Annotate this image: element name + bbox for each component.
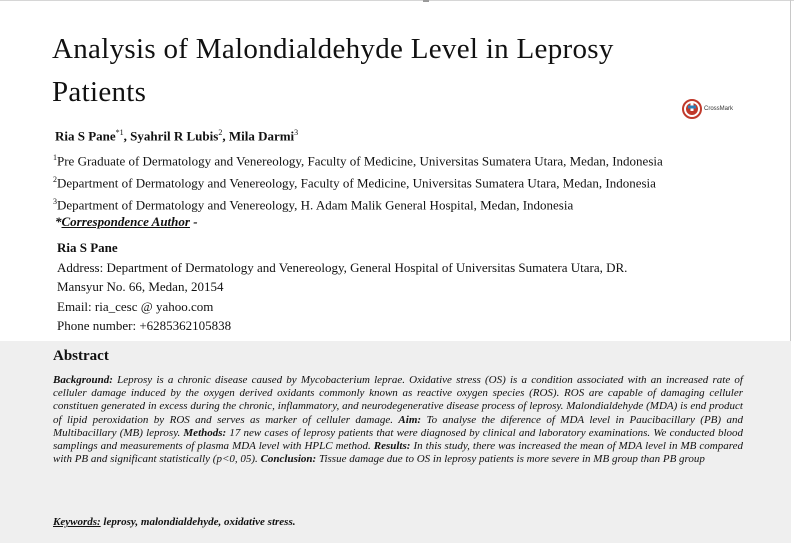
affiliation-item <box>53 171 663 193</box>
affiliation-number: 1 <box>53 153 57 162</box>
abstract-section-label: Results: <box>373 440 411 453</box>
affiliation-number: 3 <box>53 196 57 206</box>
correspondence-address-line: Mansyur No. 66, Medan, 20154 <box>57 279 224 294</box>
abstract-section-label: Methods: <box>183 426 227 439</box>
affiliation-item <box>53 193 663 215</box>
page-top-edge <box>0 0 794 1</box>
abstract-section-text: In this study, there was increased the mean of MDA level in MB compared with PB and significant statistically (p<0, 05). <box>53 440 743 466</box>
correspondence-address-line: Address: Department of Dermatology and Venereology, General Hospital of Universitas Sumatera Utara, DR. <box>57 259 628 275</box>
affiliation-list <box>53 149 663 214</box>
correspondence-dash: - <box>189 214 198 229</box>
author-separator: , <box>222 128 229 144</box>
correspondence-star: * <box>55 214 62 229</box>
affiliation-item <box>53 149 663 171</box>
correspondence-email[interactable]: Email: ria_cesc @ yahoo.com <box>57 298 214 314</box>
affiliation-text: Pre Graduate of Dermatology and Venereology, Faculty of Medicine, Universitas Sumatera Utara, Medan, Indonesia <box>57 153 663 169</box>
keywords-text: leprosy, malondialdehyde, oxidative stress. <box>100 516 296 528</box>
crossmark-label: CrossMark <box>704 106 734 112</box>
author-superscript: *1 <box>115 128 124 137</box>
crossmark-icon <box>682 99 702 119</box>
author-superscript: 3 <box>294 128 299 137</box>
affiliation-text: Department of Dermatology and Venereology, H. Adam Malik General Hospital, Medan, Indonesia <box>57 196 574 212</box>
abstract-section-label: Background: <box>53 374 113 386</box>
abstract-section-text: Tissue damage due to OS in leprosy patients is more severe in MB group than PB group <box>316 453 705 466</box>
crossmark-badge[interactable] <box>682 99 733 119</box>
paper-title: Analysis of Malondialdehyde Level in Leprosy Patients <box>52 33 614 108</box>
author-separator: , <box>123 128 131 144</box>
abstract-section-text: To analyse the diference of MDA level in Paucibacillary (PB) and Multibacillary (MB) leprosy. <box>53 413 743 439</box>
affiliation-text: Department of Dermatology and Venereology, Faculty of Medicine, Universitas Sumatera Utara, Medan, Indonesia <box>57 175 656 191</box>
correspondence-details <box>57 238 627 336</box>
correspondence-label <box>55 214 198 230</box>
affiliation-number: 2 <box>53 174 57 184</box>
author-superscript: 2 <box>218 128 223 137</box>
abstract-heading: Abstract <box>53 348 109 364</box>
correspondence-label-text: Correspondence Author <box>61 214 190 229</box>
keywords-line <box>53 516 296 528</box>
abstract-section-label: Conclusion: <box>260 453 317 466</box>
author-name: Ria S Pane <box>55 128 116 144</box>
author-name: Syahril R Lubis <box>130 128 219 144</box>
correspondence-phone: Phone number: +6285362105838 <box>57 318 232 333</box>
page-top-marker <box>423 0 429 2</box>
abstract-body <box>53 374 743 466</box>
keywords-label: Keywords: <box>53 516 101 528</box>
abstract-section-label: Aim: <box>398 413 422 426</box>
author-list <box>55 125 298 144</box>
author-name: Mila Darmi <box>228 128 295 144</box>
correspondence-name: Ria S Pane <box>57 240 118 255</box>
abstract-section-text: Leprosy is a chronic disease caused by Mycobacterium leprae. Oxidative stress (OS) is a condition associated with an increased rate of celluler damage induced by the oxygen derived oxidants commonly known as reactive oxygen species (ROS). ROS are capable of damaging celluler constituen generated in excess during the chronic, inflammatory, and neurodegenerative disease process of leprosy. Malondialdehyde (MDA) is end product of lipid peroxidation by ROS and serves as marker of celluler damage. <box>53 374 743 426</box>
abstract-section-text: 17 new cases of leprosy patients that were diagnosed by clinical and laboratory examinations. We conducted blood samplings and measurements of plasma MDA level with HPLC method. <box>53 426 744 453</box>
